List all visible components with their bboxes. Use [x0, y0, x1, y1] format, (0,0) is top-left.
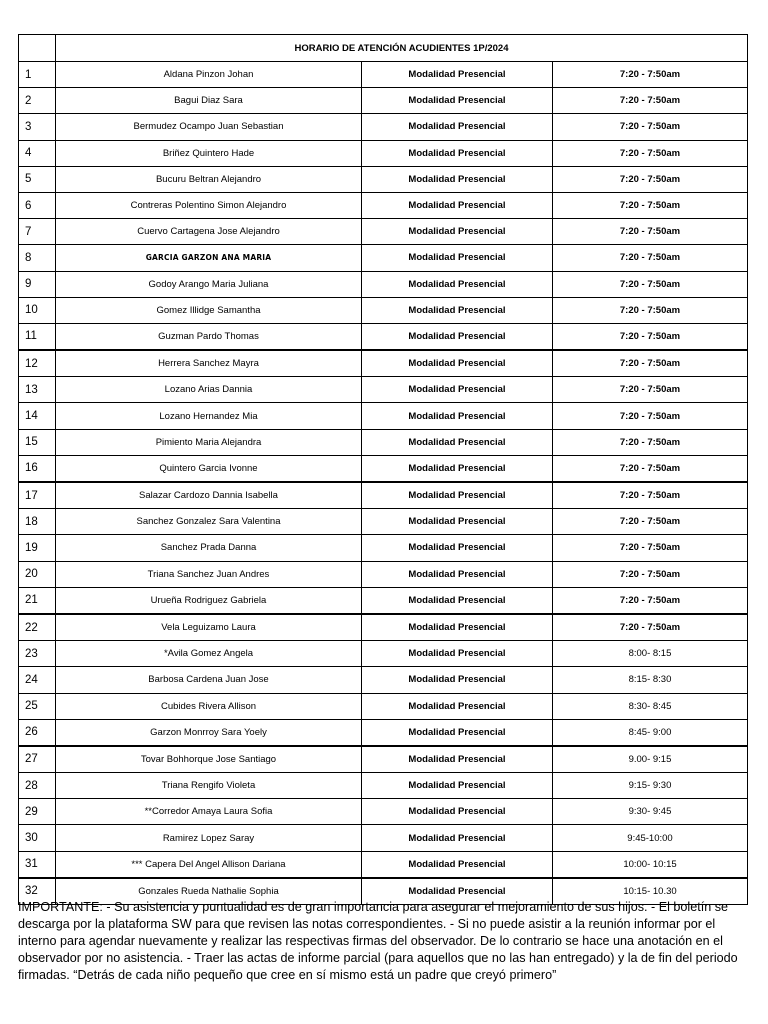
attendance-mode: Modalidad Presencial [362, 271, 553, 297]
table-row [19, 88, 748, 114]
attendance-mode: Modalidad Presencial [362, 878, 553, 905]
time-slot: 7:20 - 7:50am [553, 166, 748, 192]
time-slot: 8:15- 8:30 [553, 667, 748, 693]
table-row [19, 377, 748, 403]
time-slot: 8:00- 8:15 [553, 641, 748, 667]
row-number: 15 [19, 429, 56, 455]
student-name: Lozano Hernandez Mia [56, 403, 362, 429]
table-row [19, 509, 748, 535]
attendance-mode: Modalidad Presencial [362, 667, 553, 693]
row-number: 25 [19, 693, 56, 719]
schedule-body [19, 35, 748, 905]
table-row [19, 482, 748, 509]
student-name: Lozano Arias Dannia [56, 377, 362, 403]
time-slot: 10:00- 10:15 [553, 851, 748, 878]
time-slot: 8:45- 9:00 [553, 719, 748, 746]
student-name: Briñez Quintero Hade [56, 140, 362, 166]
table-row [19, 825, 748, 851]
time-slot: 7:20 - 7:50am [553, 561, 748, 587]
attendance-mode: Modalidad Presencial [362, 825, 553, 851]
attendance-mode: Modalidad Presencial [362, 323, 553, 350]
row-number: 10 [19, 297, 56, 323]
time-slot: 7:20 - 7:50am [553, 245, 748, 271]
student-name: Bermudez Ocampo Juan Sebastian [56, 114, 362, 140]
row-number: 19 [19, 535, 56, 561]
row-number: 27 [19, 746, 56, 773]
schedule-table [18, 34, 748, 905]
row-number: 30 [19, 825, 56, 851]
table-row [19, 271, 748, 297]
table-row [19, 535, 748, 561]
attendance-mode: Modalidad Presencial [362, 851, 553, 878]
important-note: IMPORTANTE: - Su asistencia y puntualidad es de gran importancia para asegurar el mejoramiento de sus hijos. - El boletín se descarga por la plataforma SW para que revisen las notas correspondientes. - Si no puede asistir a la reunión informar por el interno para agendar nuevamente y realizar las respectivas firmas del observador. De lo contrario se hace una anotación en el observador por no asistencia. - Traer las actas de informe parcial (para aquellos que no las han entregado) y la de fin del periodo firmadas. “Detrás de cada niño pequeño que cree en sí mismo está un padre que creyó primero” [18, 900, 738, 982]
row-number: 16 [19, 455, 56, 482]
time-slot: 7:20 - 7:50am [553, 614, 748, 641]
row-number: 31 [19, 851, 56, 878]
table-row [19, 350, 748, 377]
attendance-mode: Modalidad Presencial [362, 377, 553, 403]
student-name: Ramirez Lopez Saray [56, 825, 362, 851]
row-number: 23 [19, 641, 56, 667]
row-number: 5 [19, 166, 56, 192]
attendance-mode: Modalidad Presencial [362, 114, 553, 140]
student-name: Tovar Bohhorque Jose Santiago [56, 746, 362, 773]
table-row [19, 746, 748, 773]
table-row [19, 166, 748, 192]
time-slot: 7:20 - 7:50am [553, 350, 748, 377]
student-name: Bagui Diaz Sara [56, 88, 362, 114]
table-row [19, 323, 748, 350]
table-row [19, 614, 748, 641]
student-name: Salazar Cardozo Dannia Isabella [56, 482, 362, 509]
time-slot: 7:20 - 7:50am [553, 114, 748, 140]
time-slot: 9:45-10:00 [553, 825, 748, 851]
student-name: Contreras Polentino Simon Alejandro [56, 192, 362, 218]
row-number: 18 [19, 509, 56, 535]
table-row [19, 245, 748, 271]
student-name: *Avila Gomez Angela [56, 641, 362, 667]
table-row [19, 851, 748, 878]
attendance-mode: Modalidad Presencial [362, 219, 553, 245]
table-row [19, 693, 748, 719]
attendance-mode: Modalidad Presencial [362, 746, 553, 773]
student-name: Sanchez Gonzalez Sara Valentina [56, 509, 362, 535]
row-number: 24 [19, 667, 56, 693]
row-number: 9 [19, 271, 56, 297]
row-number: 11 [19, 323, 56, 350]
table-row [19, 773, 748, 799]
row-number: 14 [19, 403, 56, 429]
row-number: 8 [19, 245, 56, 271]
student-name: Gomez Illidge Samantha [56, 297, 362, 323]
student-name: Triana Rengifo Violeta [56, 773, 362, 799]
row-number: 3 [19, 114, 56, 140]
student-name: Pimiento Maria Alejandra [56, 429, 362, 455]
attendance-mode: Modalidad Presencial [362, 140, 553, 166]
student-name: Godoy Arango Maria Juliana [56, 271, 362, 297]
attendance-mode: Modalidad Presencial [362, 192, 553, 218]
student-name: Urueña Rodriguez Gabriela [56, 587, 362, 614]
student-name: **Corredor Amaya Laura Sofia [56, 799, 362, 825]
time-slot: 7:20 - 7:50am [553, 192, 748, 218]
attendance-mode: Modalidad Presencial [362, 350, 553, 377]
attendance-mode: Modalidad Presencial [362, 799, 553, 825]
student-name: Cubides Rivera Allison [56, 693, 362, 719]
time-slot: 7:20 - 7:50am [553, 88, 748, 114]
row-number: 7 [19, 219, 56, 245]
attendance-mode: Modalidad Presencial [362, 587, 553, 614]
time-slot: 7:20 - 7:50am [553, 297, 748, 323]
attendance-mode: Modalidad Presencial [362, 166, 553, 192]
table-row [19, 429, 748, 455]
attendance-mode: Modalidad Presencial [362, 403, 553, 429]
table-row [19, 455, 748, 482]
attendance-mode: Modalidad Presencial [362, 88, 553, 114]
student-name: Triana Sanchez Juan Andres [56, 561, 362, 587]
table-row [19, 561, 748, 587]
table-row [19, 219, 748, 245]
attendance-mode: Modalidad Presencial [362, 535, 553, 561]
table-row [19, 403, 748, 429]
time-slot: 8:30- 8:45 [553, 693, 748, 719]
header-row [19, 35, 748, 62]
attendance-mode: Modalidad Presencial [362, 509, 553, 535]
attendance-mode: Modalidad Presencial [362, 245, 553, 271]
table-title: HORARIO DE ATENCIÓN ACUDIENTES 1P/2024 [56, 35, 748, 62]
table-row [19, 641, 748, 667]
student-name: Gonzales Rueda Nathalie Sophia [56, 878, 362, 905]
table-row [19, 297, 748, 323]
student-name: Guzman Pardo Thomas [56, 323, 362, 350]
student-name: Aldana Pinzon Johan [56, 62, 362, 88]
student-name: Herrera Sanchez Mayra [56, 350, 362, 377]
table-row [19, 667, 748, 693]
attendance-mode: Modalidad Presencial [362, 429, 553, 455]
row-number: 21 [19, 587, 56, 614]
row-number: 32 [19, 878, 56, 905]
row-number: 26 [19, 719, 56, 746]
attendance-mode: Modalidad Presencial [362, 719, 553, 746]
time-slot: 7:20 - 7:50am [553, 140, 748, 166]
time-slot: 10:15- 10.30 [553, 878, 748, 905]
attendance-mode: Modalidad Presencial [362, 455, 553, 482]
student-name: GARCIA GARZON ANA MARIA [56, 245, 362, 271]
time-slot: 7:20 - 7:50am [553, 587, 748, 614]
table-row [19, 140, 748, 166]
time-slot: 9:15- 9:30 [553, 773, 748, 799]
student-name: Quintero Garcia Ivonne [56, 455, 362, 482]
time-slot: 7:20 - 7:50am [553, 271, 748, 297]
table-row [19, 114, 748, 140]
time-slot: 7:20 - 7:50am [553, 323, 748, 350]
attendance-mode: Modalidad Presencial [362, 482, 553, 509]
row-number: 4 [19, 140, 56, 166]
row-number: 17 [19, 482, 56, 509]
row-number: 2 [19, 88, 56, 114]
header-number-cell [19, 35, 56, 62]
time-slot: 9.00- 9:15 [553, 746, 748, 773]
time-slot: 7:20 - 7:50am [553, 403, 748, 429]
table-row [19, 62, 748, 88]
row-number: 6 [19, 192, 56, 218]
time-slot: 7:20 - 7:50am [553, 429, 748, 455]
time-slot: 7:20 - 7:50am [553, 535, 748, 561]
time-slot: 7:20 - 7:50am [553, 219, 748, 245]
time-slot: 7:20 - 7:50am [553, 509, 748, 535]
attendance-mode: Modalidad Presencial [362, 614, 553, 641]
attendance-mode: Modalidad Presencial [362, 561, 553, 587]
attendance-mode: Modalidad Presencial [362, 693, 553, 719]
row-number: 1 [19, 62, 56, 88]
table-row [19, 719, 748, 746]
attendance-mode: Modalidad Presencial [362, 297, 553, 323]
attendance-mode: Modalidad Presencial [362, 641, 553, 667]
time-slot: 7:20 - 7:50am [553, 62, 748, 88]
student-name: Barbosa Cardena Juan Jose [56, 667, 362, 693]
table-row [19, 192, 748, 218]
time-slot: 7:20 - 7:50am [553, 455, 748, 482]
row-number: 12 [19, 350, 56, 377]
student-name: Cuervo Cartagena Jose Alejandro [56, 219, 362, 245]
student-name: *** Capera Del Angel Allison Dariana [56, 851, 362, 878]
time-slot: 9:30- 9:45 [553, 799, 748, 825]
table-row [19, 799, 748, 825]
attendance-mode: Modalidad Presencial [362, 62, 553, 88]
student-name: Sanchez Prada Danna [56, 535, 362, 561]
time-slot: 7:20 - 7:50am [553, 377, 748, 403]
row-number: 29 [19, 799, 56, 825]
row-number: 20 [19, 561, 56, 587]
row-number: 22 [19, 614, 56, 641]
time-slot: 7:20 - 7:50am [553, 482, 748, 509]
row-number: 28 [19, 773, 56, 799]
table-row [19, 587, 748, 614]
student-name: Vela Leguizamo Laura [56, 614, 362, 641]
attendance-mode: Modalidad Presencial [362, 773, 553, 799]
row-number: 13 [19, 377, 56, 403]
student-name: Bucuru Beltran Alejandro [56, 166, 362, 192]
student-name: Garzon Monrroy Sara Yoely [56, 719, 362, 746]
